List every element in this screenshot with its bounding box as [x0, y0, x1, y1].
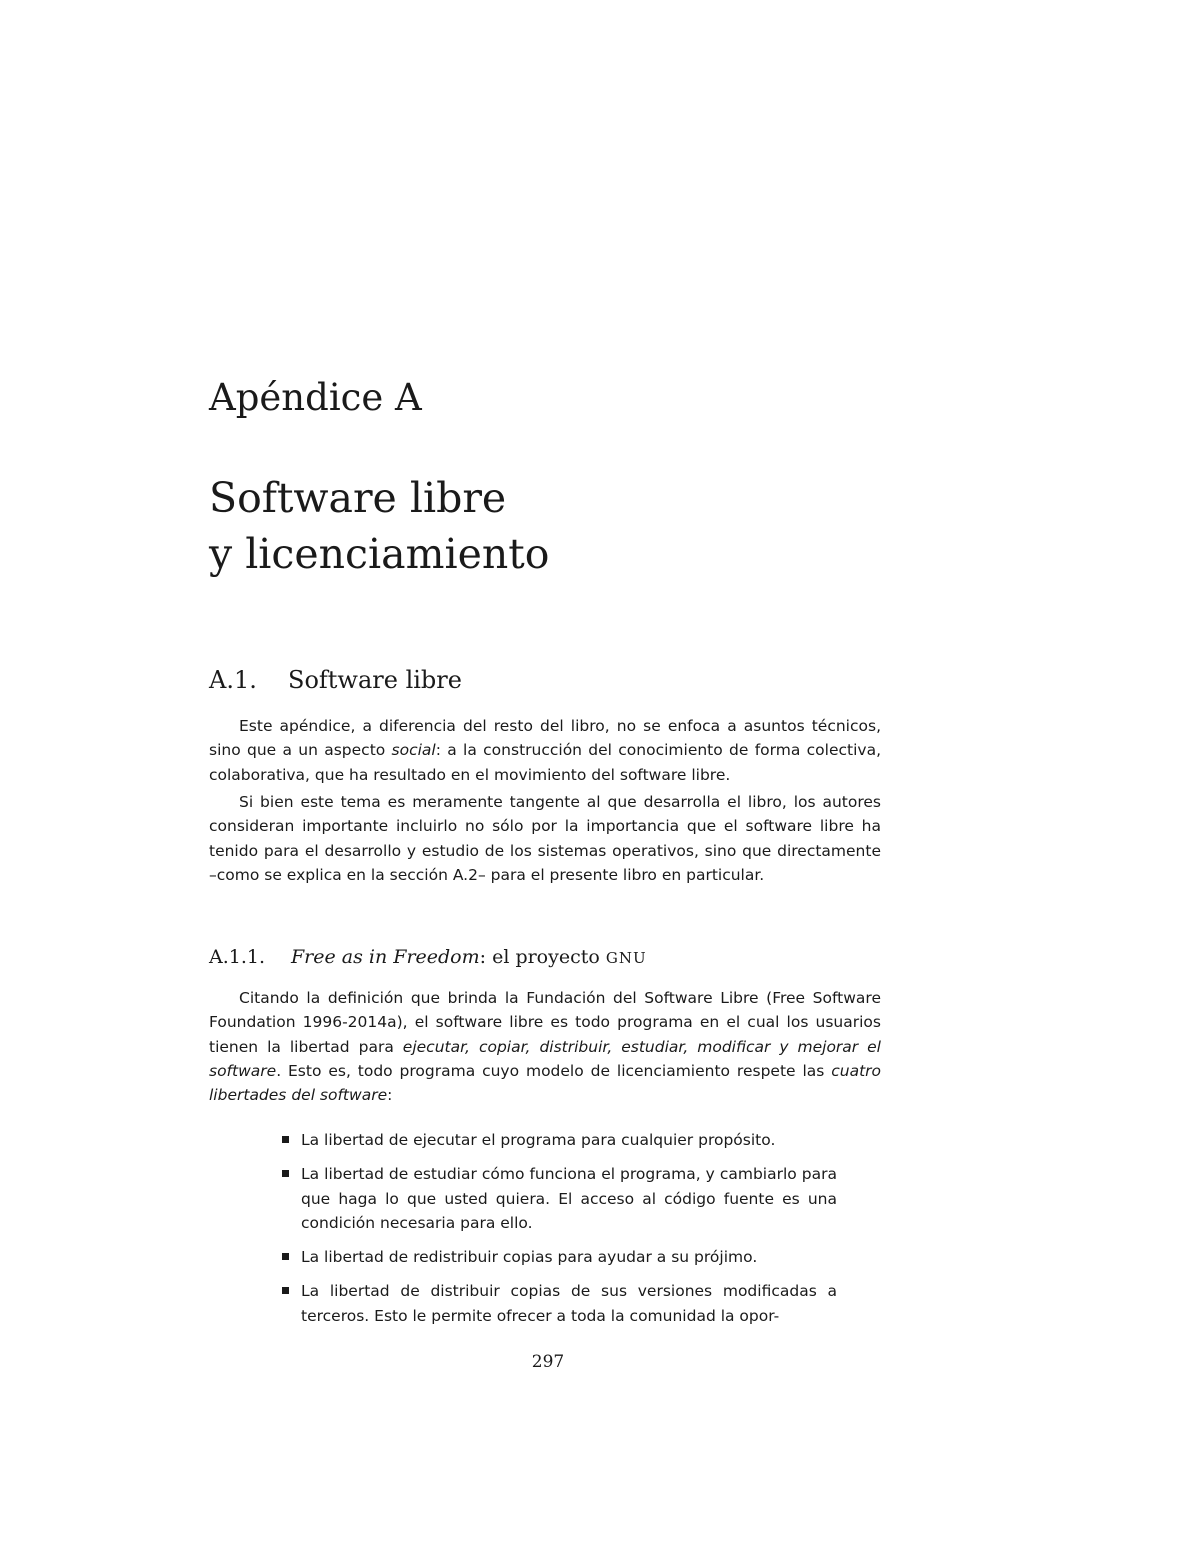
subsection-title-italic: Free as in Freedom — [291, 946, 480, 968]
subsection-heading — [209, 942, 647, 973]
list-item — [282, 1245, 837, 1269]
section-number: A.1. — [209, 666, 257, 694]
square-bullet-icon — [282, 1136, 289, 1143]
list-item-text: La libertad de distribuir copias de sus versiones modificadas a terceros. Esto le permite ofrecer a toda la comunidad la opor- — [301, 1282, 837, 1325]
section-heading — [209, 662, 462, 698]
chapter-title-line-2: y licenciamiento — [209, 530, 550, 578]
chapter-title — [209, 470, 549, 582]
subsection-title-rest: : el proyecto — [479, 946, 606, 968]
freedoms-list — [282, 1128, 837, 1338]
subsection-paragraph — [209, 986, 881, 1107]
list-item — [282, 1128, 837, 1152]
emphasis-four-freedoms: cuatro libertades del software — [209, 1061, 881, 1105]
paragraph-text: : — [387, 1086, 393, 1105]
list-item — [282, 1279, 837, 1328]
section-paragraph-1 — [209, 714, 881, 787]
paragraph-text: : a la construcción del conocimiento de forma colectiva, colaborativa, que ha resultado en el movimiento del software libre. — [209, 741, 881, 784]
page-number: 297 — [531, 1352, 565, 1372]
list-item-text: La libertad de estudiar cómo funciona el programa, y cambiarlo para que haga lo que usted quiera. El acceso al código fuente es una condición necesaria para ello. — [301, 1165, 837, 1232]
list-item-text: La libertad de redistribuir copias para ayudar a su prójimo. — [301, 1248, 758, 1267]
emphasis-social: social — [391, 741, 436, 760]
appendix-label: Apéndice A — [209, 376, 422, 419]
subsection-number: A.1.1. — [209, 946, 266, 968]
emphasis-freedoms-verbs: ejecutar, copiar, distribuir, estudiar, modificar y mejorar el software — [209, 1037, 881, 1080]
subsection-title-gnu: GNU — [605, 949, 647, 967]
square-bullet-icon — [282, 1253, 289, 1260]
chapter-title-line-1: Software libre — [209, 474, 507, 522]
paragraph-text: Este apéndice, a diferencia del resto del libro, no se enfoca a asuntos técnicos, sino que a un aspecto — [209, 717, 881, 760]
section-paragraph-2: Si bien este tema es meramente tangente al que desarrolla el libro, los autores consideran importante incluirlo no sólo por la importancia que el software libre ha tenido para el desarrollo y estudio de los sistemas operativos, sino que directamente –como se explica en la sección A.2– para el presente libro en particular. — [209, 793, 881, 884]
square-bullet-icon — [282, 1287, 289, 1294]
list-item — [282, 1162, 837, 1235]
paragraph-text: Citando la definición que brinda la Fundación del Software Libre (Free Software Foundation 1996-2014a), el software libre es todo programa en el cual los usuarios tienen la libertad para — [209, 989, 881, 1056]
section-title: Software libre — [288, 666, 462, 694]
square-bullet-icon — [282, 1170, 289, 1177]
list-item-text: La libertad de ejecutar el programa para cualquier propósito. — [301, 1131, 776, 1149]
paragraph-text: . Esto es, todo programa cuyo modelo de licenciamiento respete las — [276, 1061, 832, 1080]
